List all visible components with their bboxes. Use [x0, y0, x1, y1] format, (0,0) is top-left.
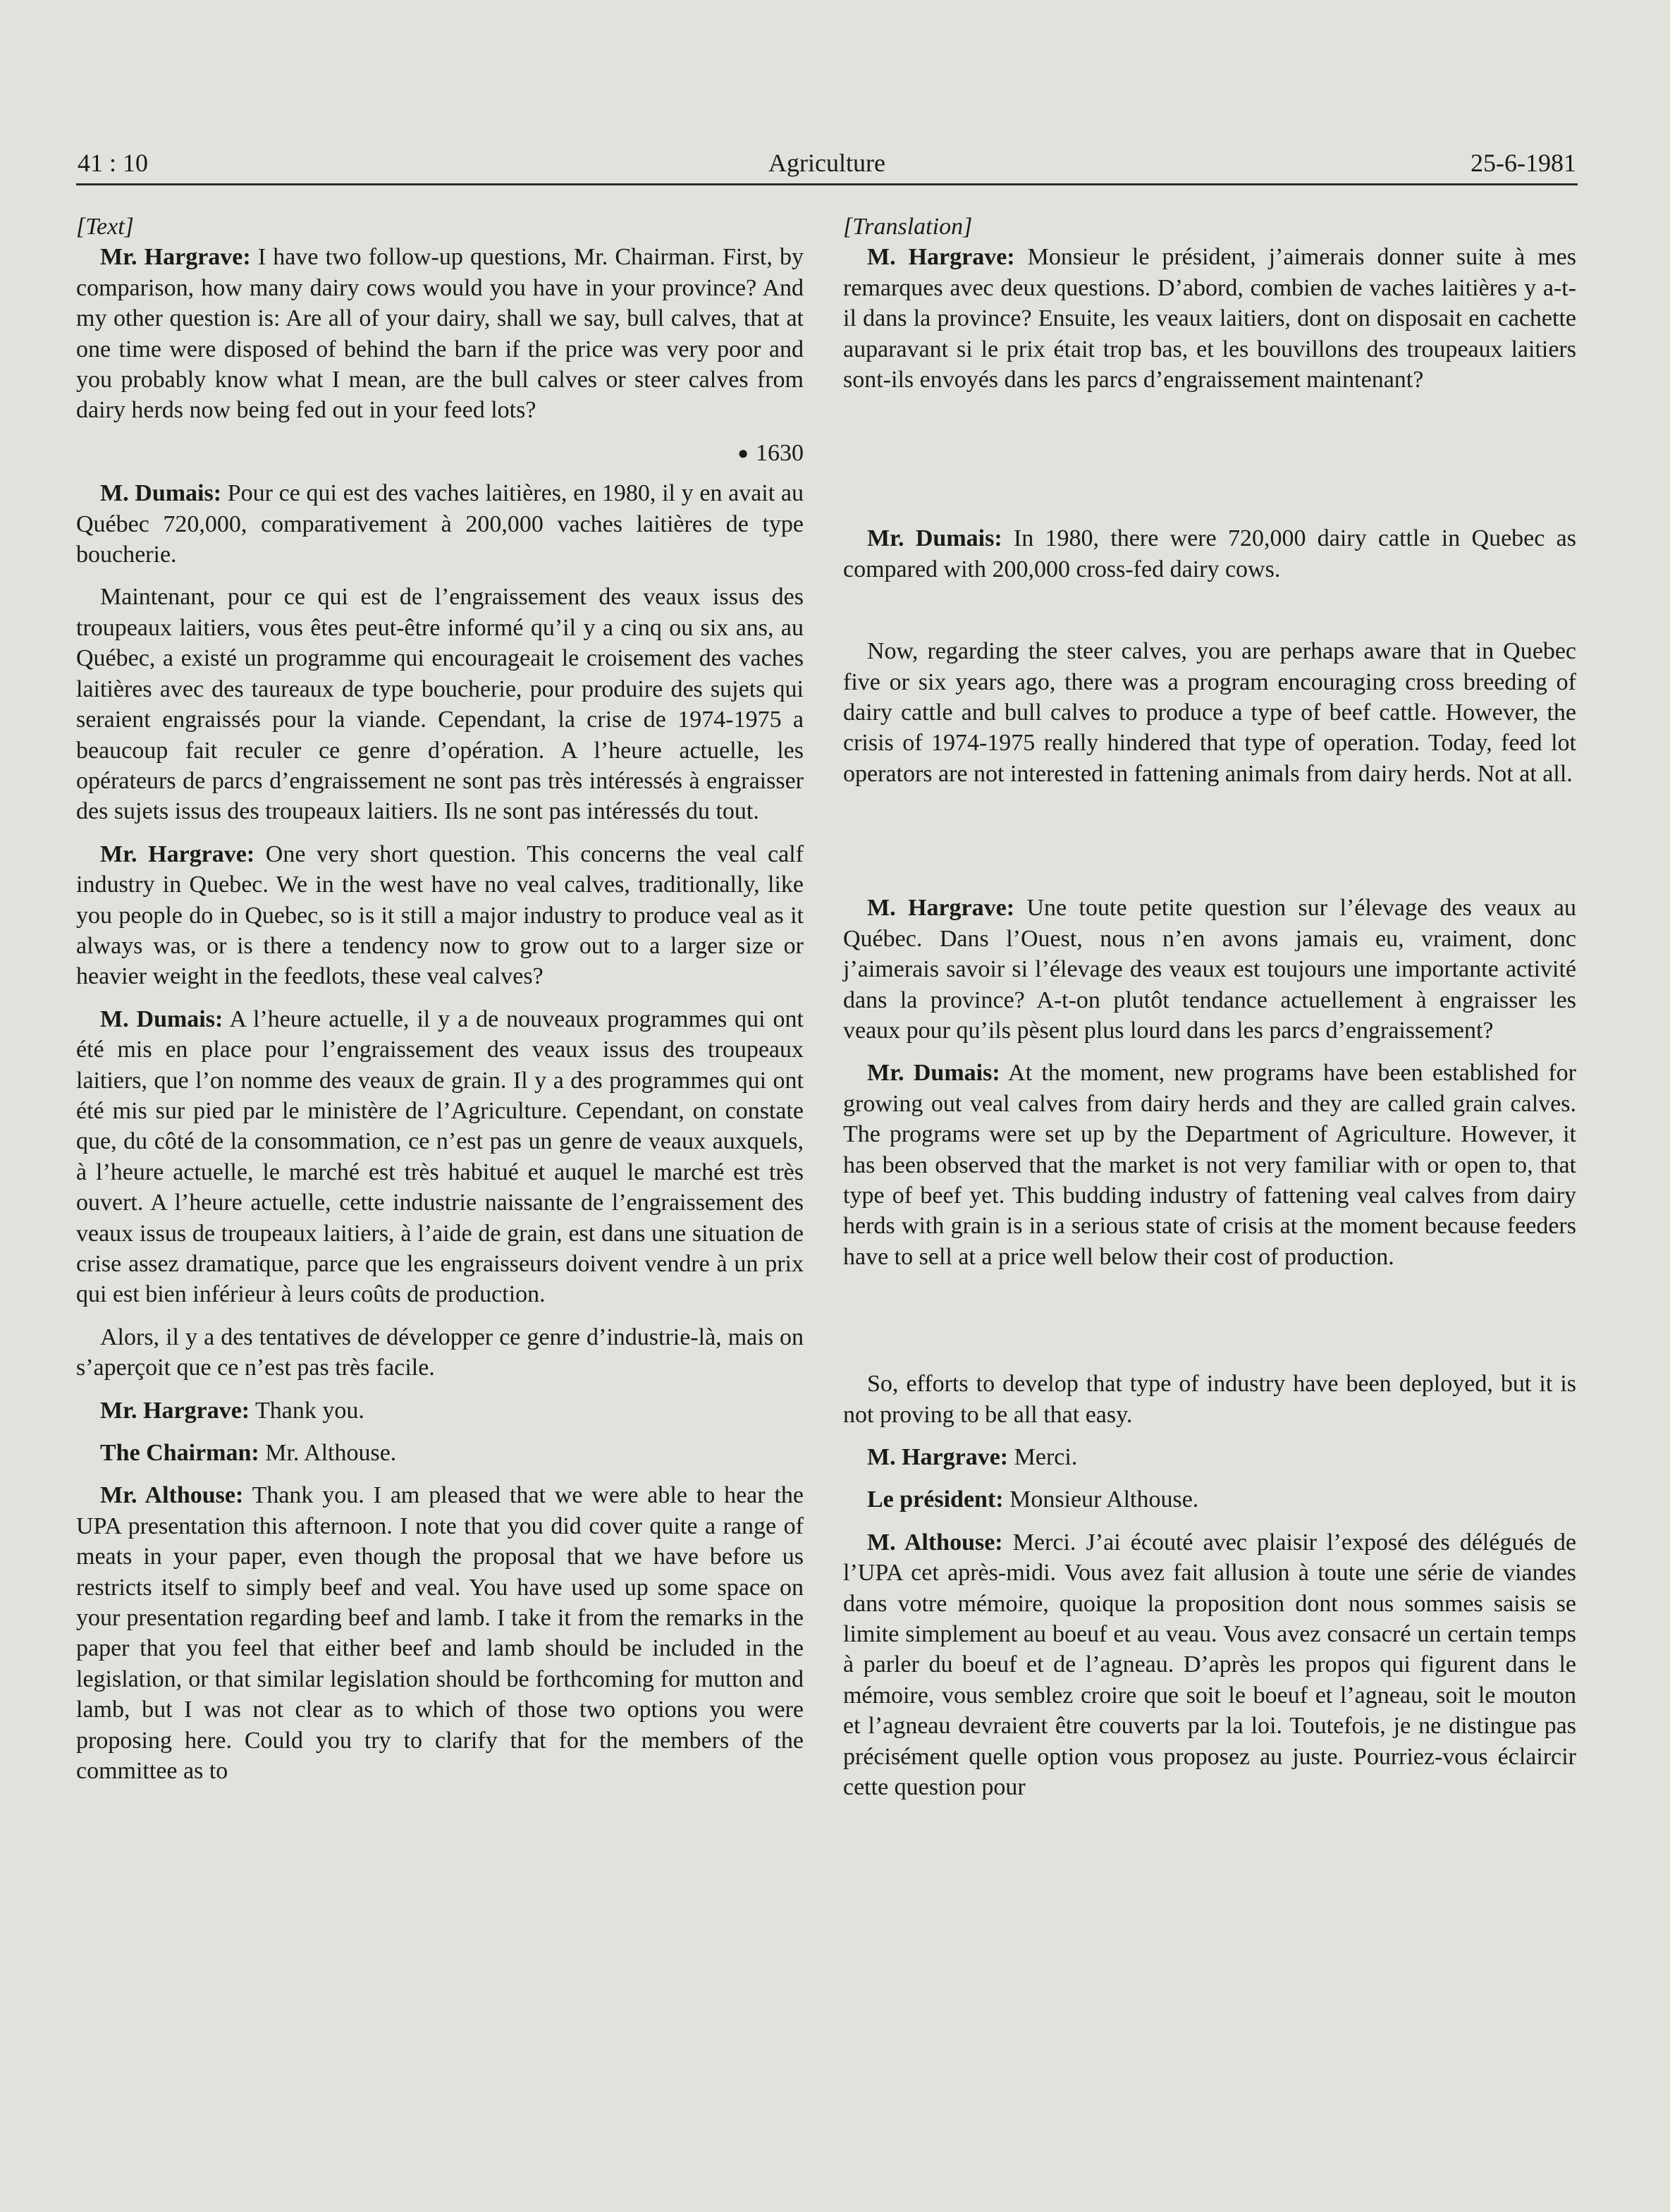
speech-text: Une toute petite question sur l’élevage des veaux au Québec. Dans l’Ouest, nous n’en avons jamais eu, vraiment, donc j’aimerais savoir si l’élevage des veaux est toujours une importante activité dans la province? A-t-on plutôt tendance actuellement à engraisser les veaux pour qu’ils pèsent plus lourd dans les parcs d’engraissement? [843, 895, 1576, 1044]
speech-text: Merci. J’ai écouté avec plaisir l’exposé des délégués de l’UPA cet après-midi. Vous avez fait allusion à toute une série de viandes dans votre mémoire, quoique la proposition dont nous sommes saisis se limite simplement au boeuf et au veau. Vous avez consacré un certain temps à parler du boeuf et de l’agneau. D’après les propos qui figurent dans le mémoire, vous semblez croire que soit le boeuf et l’agneau, soit le mouton et l’agneau devraient être couverts par la loi. Toutefois, je ne distingue pas précisément quelle option vous proposez au juste. Pourriez-vous éclaircir cette question pour [843, 1529, 1576, 1801]
column-label: [Text] [76, 214, 134, 240]
sitting-date: 25-6-1981 [1471, 149, 1576, 177]
page-reference: 41 : 10 [78, 149, 149, 177]
speaker-name: Le président: [867, 1486, 1004, 1513]
paragraph [843, 1484, 1576, 1515]
paragraph [843, 893, 1576, 1046]
speech-text: Thank you. [250, 1397, 364, 1424]
paragraph [76, 839, 804, 992]
speech-text: Monsieur Althouse. [1003, 1486, 1199, 1513]
time-marker: ● 1630 [737, 439, 804, 466]
speech-text: Thank you. I am pleased that we were able to hear the UPA presentation this afternoon. I note that you did cover quite a range of meats in your paper, even though the proposal that we have before us restricts itself to simply beef and veal. You have used up some space on your presentation regarding beef and lamb. I take it from the remarks in the paper that you feel that either beef and lamb should be included in the legislation, or that similar legislation should be forthcoming for mutton and lamb, but I was not clear as to which of those two options you were proposing here. Could you try to clarify that for the members of the committee as to [76, 1482, 804, 1785]
speaker-name: Mr. Hargrave: [100, 244, 251, 271]
committee-title: Agriculture [768, 149, 885, 177]
speech-text: One very short question. This concerns the veal calf industry in Quebec. We in the west have no veal calves, traditionally, like you people do in Quebec, so is it still a major industry to produce veal as it always was, or is there a tendency now to grow out to a larger size or heavier weight in the feedlots, these veal calves? [76, 841, 804, 990]
paragraph [843, 1442, 1576, 1472]
spacer [843, 407, 1576, 523]
page-header [76, 141, 1578, 185]
spacer [843, 1284, 1576, 1369]
spacer [843, 597, 1576, 636]
paragraph: Now, regarding the steer calves, you are perhaps aware that in Quebec five or six years ago, there was a program encouraging cross breeding of dairy cattle and bull calves to produce a type of beef cattle. However, the crisis of 1974-1975 really hindered that type of operation. Today, feed lot operators are not interested in fattening animals from dairy herds. Not at all. [843, 638, 1576, 787]
speaker-name: M. Hargrave: [867, 895, 1015, 922]
paragraph [843, 242, 1576, 395]
speech-text: Merci. [1008, 1443, 1078, 1470]
paragraph [76, 1395, 804, 1426]
speaker-name: Mr. Althouse: [100, 1482, 244, 1509]
speech-text: A l’heure actuelle, il y a de nouveaux programmes qui ont été mis en place pour l’engraissement des veaux issus des troupeaux laitiers, que l’on nomme des veaux de grain. Il y a des programmes qui ont été mis sur pied par le ministère de l’Agriculture. Cependant, on constate que, du côté de la consommation, ce n’est pas un genre de veaux auxquels, à l’heure actuelle, le marché est très habitué et auquel le marché est très ouvert. A l’heure actuelle, cette industrie naissante de l’engraissement des veaux issus de troupeaux laitiers, à l’aide de grain, est dans une situation de crise assez dramatique, parce que les engraisseurs doivent vendre à un prix qui est bien inférieur à leurs coûts de production. [76, 1006, 804, 1308]
speaker-name: M. Althouse: [867, 1529, 1003, 1556]
translation-column [843, 212, 1576, 1814]
paragraph [76, 1480, 804, 1786]
paragraph: So, efforts to develop that type of industry have been deployed, but it is not proving to be all that easy. [843, 1371, 1576, 1428]
speaker-name: M. Hargrave: [867, 244, 1015, 271]
speaker-name: M. Dumais: [100, 480, 222, 507]
paragraph: Alors, il y a des tentatives de développer ce genre d’industrie-là, mais on s’aperçoit que ce n’est pas très facile. [76, 1324, 804, 1381]
original-text-column [76, 212, 804, 1799]
paragraph [843, 1527, 1576, 1803]
paragraph [76, 1004, 804, 1310]
speech-text: Monsieur le président, j’aimerais donner suite à mes remarques avec deux questions. D’abord, combien de vaches laitières y a-t-il dans la province? Ensuite, les veaux laitiers, dont on disposait en cachette auparavant si le prix était trop bas, et les bouvillons des troupeaux laitiers sont-ils envoyés dans les parcs d’engraissement maintenant? [843, 244, 1576, 393]
speaker-name: Mr. Hargrave: [100, 1397, 250, 1424]
speech-text: I have two follow-up questions, Mr. Chairman. First, by comparison, how many dairy cows would you have in your province? And my other question is: Are all of your dairy, shall we say, bull calves, that at one time were disposed of behind the barn if the price was very poor and you probably know what I mean, are the bull calves or steer calves from dairy herds now being fed out in your feed lots? [76, 244, 804, 424]
bullet-icon: ● [737, 442, 749, 463]
speaker-name: M. Dumais: [100, 1006, 223, 1032]
paragraph: Maintenant, pour ce qui est de l’engraissement des veaux issus des troupeaux laitiers, vous êtes peut-être informé qu’il y a cinq ou six ans, au Québec, a existé un programme qui encourageait le croisement des vaches laitières avec des taureaux de type boucherie, pour produire des sujets qui seraient engraissés pour la viande. Cependant, la crise de 1974-1975 a beaucoup fait reculer ce genre d’opération. A l’heure actuelle, les opérateurs de parcs d’engraissement ne sont pas très intéressés à engraisser des sujets issus des troupeaux laitiers. Ils ne sont pas intéressés du tout. [76, 584, 804, 825]
paragraph [76, 478, 804, 570]
speaker-name: Mr. Dumais: [867, 1060, 1000, 1087]
paragraph [76, 242, 804, 425]
speech-text: Mr. Althouse. [259, 1440, 397, 1467]
speaker-name: Mr. Dumais: [867, 525, 1002, 552]
spacer [843, 801, 1576, 893]
column-label: [Translation] [843, 214, 973, 240]
speech-text: Pour ce qui est des vaches laitières, en 1980, il y en avait au Québec 720,000, comparativement à 200,000 vaches laitières de type boucherie. [76, 480, 804, 568]
speaker-name: Mr. Hargrave: [100, 841, 255, 867]
speech-text: In 1980, there were 720,000 dairy cattle in Quebec as compared with 200,000 cross-fed dairy cows. [843, 525, 1576, 582]
speaker-name: The Chairman: [100, 1440, 259, 1467]
paragraph [76, 1438, 804, 1468]
speech-text: At the moment, new programs have been established for growing out veal calves from dairy herds and they are called grain calves. The programs were set up by the Department of Agriculture. However, it has been observed that the market is not very familiar with or open to, that type of beef yet. This budding industry of fattening veal calves from dairy herds with grain is in a serious state of crisis at the moment because feeders have to sell at a price well below their cost of production. [843, 1060, 1576, 1270]
speaker-name: M. Hargrave: [867, 1443, 1009, 1470]
paragraph [843, 523, 1576, 585]
paragraph [843, 1058, 1576, 1272]
